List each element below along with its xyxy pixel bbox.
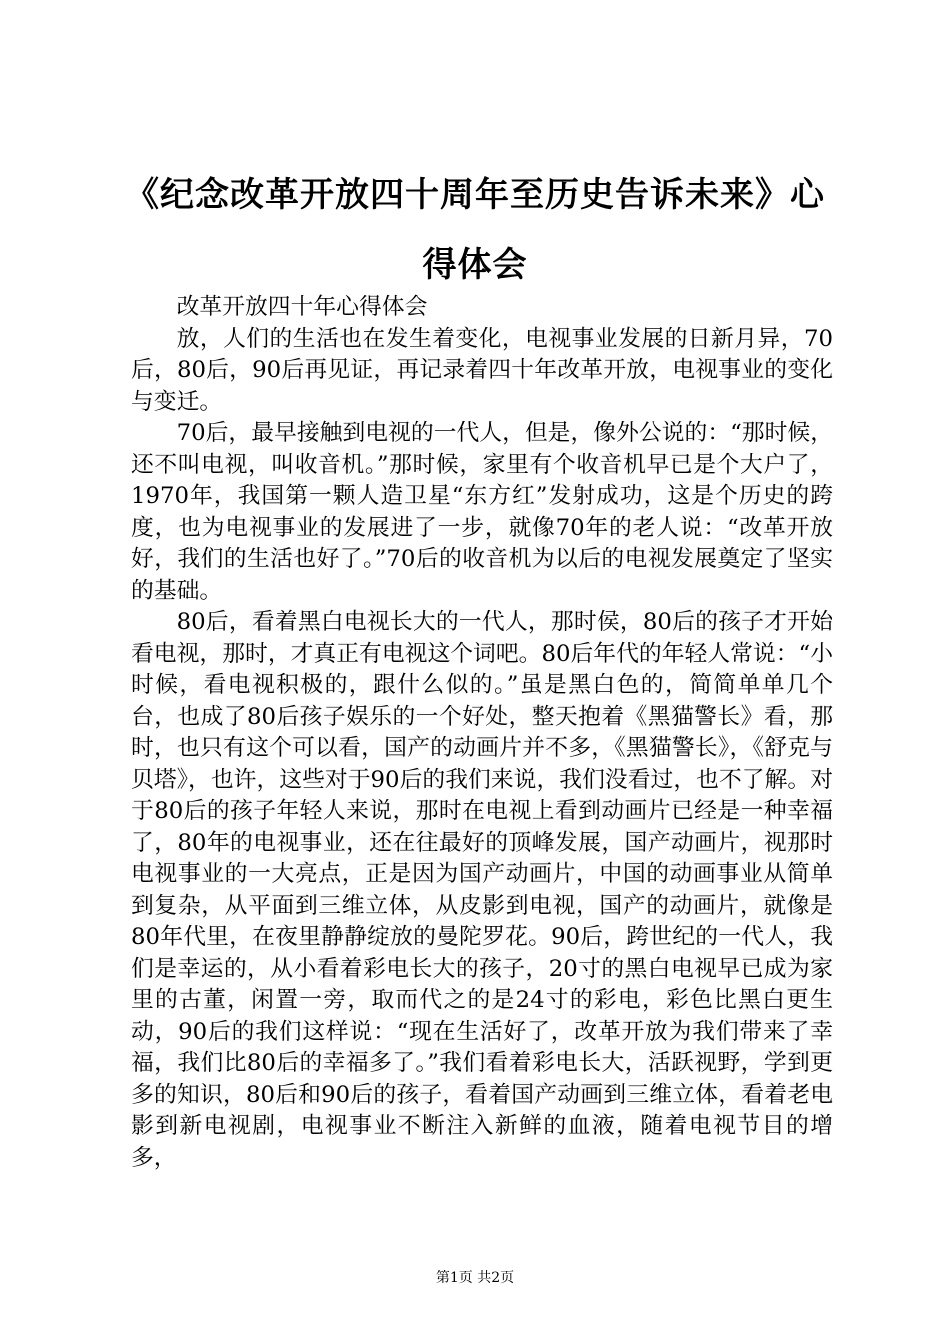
- document-body: [131, 292, 833, 1174]
- page-footer: 第1页 共2页: [435, 1270, 515, 1286]
- paragraph: 70后，最早接触到电视的一代人，但是，像外公说的：“那时候，还不叫电视，叫收音机。”那时候，家里有个收音机早已是个大户了，1970年，我国第一颗人造卫星“东方红”发射成功，这是个历史的跨度，也为电视事业的发展进了一步，就像70年的老人说：“改革开放好，我们的生活也好了。”70后的收音机为以后的电视发展奠定了坚实的基础。: [131, 420, 833, 604]
- paragraph-subtitle: 改革开放四十年心得体会: [176, 294, 428, 320]
- document-title: 《纪念改革开放四十周年至历史告诉未来》心得体会: [125, 175, 825, 285]
- paragraph: 80后，看着黑白电视长大的一代人，那时侯，80后的孩子才开始看电视，那时，才真正有电视这个词吧。80后年代的年轻人常说：“小时候，看电视积极的，跟什么似的。”虽是黑白色的，简简单单几个台，也成了80后孩子娱乐的一个好处，整天抱着《黑猫警长》看，那时，也只有这个可以看，国产的动画片并不多，《黑猫警长》，《舒克与贝塔》，也许，这些对于90后的我们来说，我们没看过，也不了解。对于80后的孩子年轻人来说，那时在电视上看到动画片已经是一种幸福了，80年的电视事业，还在往最好的顶峰发展，国产动画片，视那时电视事业的一大亮点，正是因为国产动画片，中国的动画事业从简单到复杂，从平面到三维立体，从皮影到电视，国产的动画片，就像是80年代里，在夜里静静绽放的曼陀罗花。90后，跨世纪的一代人，我们是幸运的，从小看着彩电长大的孩子，20寸的黑白电视早已成为家里的古董，闲置一旁，取而代之的是24寸的彩电，彩色比黑白更生动，90后的我们这样说：“现在生活好了，改革开放为我们带来了幸福，我们比80后的幸福多了。”我们看着彩电长大，活跃视野，学到更多的知识，80后和90后的孩子，看着国产动画到三维立体，看着老电影到新电视剧，电视事业不断注入新鲜的血液，随着电视节目的增多，: [131, 609, 833, 1171]
- paragraph: 放，人们的生活也在发生着变化，电视事业发展的日新月异，70后，80后，90后再见证，再记录着四十年改革开放，电视事业的变化与变迁。: [131, 325, 833, 415]
